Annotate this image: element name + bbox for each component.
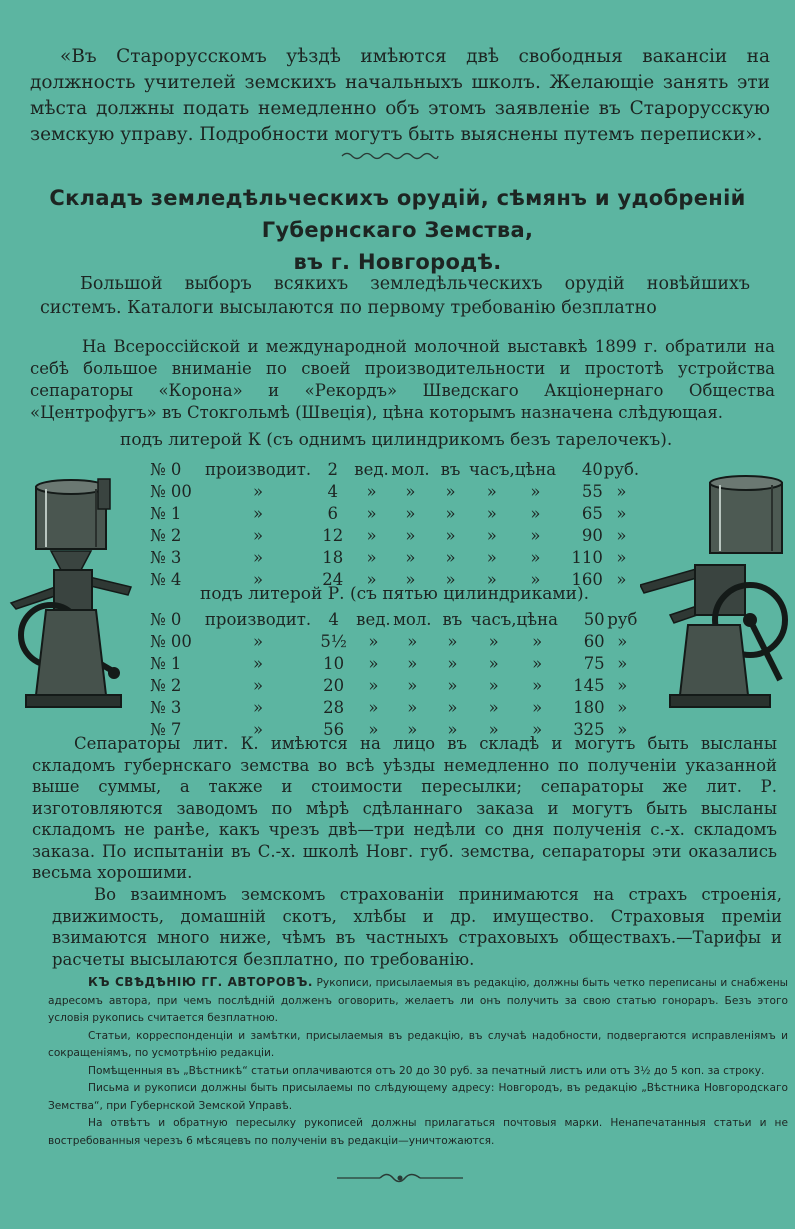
table-cell: »: [488, 719, 499, 739]
table-cell: цѣна: [514, 459, 557, 479]
table-cell: »: [532, 631, 543, 651]
table-cell: »: [532, 653, 543, 673]
table-cell: »: [530, 525, 541, 545]
table-cell: »: [616, 547, 627, 567]
table-cell: 90: [581, 525, 603, 545]
table-cell: въ: [440, 459, 461, 479]
table-cell: »: [253, 525, 264, 545]
table-cell: »: [253, 481, 264, 501]
table-cell: »: [445, 547, 456, 567]
table-cell: »: [530, 547, 541, 567]
table-cell: 2: [327, 459, 338, 479]
table-row: [150, 652, 640, 674]
table-row: [150, 524, 640, 546]
table-cell: 24: [322, 569, 344, 589]
notice-paragraph-3: Помѣщенныя въ „Вѣстникѣ“ статьи оплачиваются отъ 20 до 30 руб. за печатный листъ или отъ 3½ до 5 коп. за строку.: [88, 1064, 765, 1077]
table-row: [150, 546, 640, 568]
table-cell: »: [447, 631, 458, 651]
table-cell: »: [405, 569, 416, 589]
table-cell: »: [486, 569, 497, 589]
table-row: [150, 674, 640, 696]
table-cell: »: [532, 675, 543, 695]
table-cell: »: [488, 653, 499, 673]
catalog-paragraph: Большой выборъ всякихъ земледѣльческихъ орудій новѣйшихъ системъ. Каталоги высылаются по первому требованію безплатно: [40, 274, 750, 318]
wavy-divider-ornament: [340, 150, 440, 162]
table-cell: 10: [323, 653, 345, 673]
table-cell: »: [486, 525, 497, 545]
table-cell: »: [405, 481, 416, 501]
separator-machine-left-illustration: [6, 475, 156, 715]
table-cell: № 2: [150, 675, 182, 695]
end-ornament: [335, 1170, 465, 1186]
table-cell: мол.: [393, 609, 432, 629]
table-cell: руб.: [603, 459, 640, 479]
heading-line-2: въ г. Новгородѣ.: [293, 250, 502, 274]
table-cell: № 0: [150, 609, 182, 629]
table-cell: 18: [322, 547, 344, 567]
table-cell: »: [407, 719, 418, 739]
notice-paragraph-1: [48, 974, 788, 1028]
table-cell: »: [368, 675, 379, 695]
table-cell: »: [253, 569, 264, 589]
table-cell: 160: [571, 569, 603, 589]
table-cell: »: [368, 653, 379, 673]
authors-notice: [48, 974, 788, 1150]
table-cell: »: [252, 697, 264, 717]
separator-machine-right-illustration: [640, 475, 790, 715]
table-cell: 40: [581, 459, 603, 479]
table-cell: »: [252, 653, 264, 673]
table-cell: »: [407, 631, 418, 651]
table-cell: »: [617, 653, 628, 673]
table-row: [150, 458, 640, 480]
table-cell: »: [616, 503, 627, 523]
table-cell: »: [488, 697, 499, 717]
insurance-paragraph: Во взаимномъ земскомъ страхованіи принимаются на страхъ строенія, движимость, домашній скотъ, хлѣбы и др. имущество. Страховыя преміи взимаются много ниже, чѣмъ въ частныхъ страховыхъ обществахъ.—Тарифы и расчеты высылаются безплатно, по требованію.: [52, 885, 782, 969]
notice-text-1: Рукописи, присылаемыя въ редакцію, должны быть четко переписаны и снабжены адресомъ автора, при чемъ послѣдній долженъ оговорить, желаетъ ли онъ получить за свою статью гонораръ. Безъ этого условія рукопись считается безплатною.: [48, 977, 788, 1024]
table-cell: »: [617, 697, 628, 717]
table-cell: »: [445, 525, 456, 545]
warehouse-heading: [30, 182, 765, 278]
table-cell: »: [445, 481, 456, 501]
table-cell: 55: [581, 481, 603, 501]
separators-paragraph: Сепараторы лит. К. имѣются на лицо въ складѣ и могутъ быть высланы складомъ губернскаго земства во всѣ уѣзды немедленно по полученіи указанной выше суммы, а также и стоимости пересылки; сепараторы же лит. Р. изготовляются заводомъ по мѣрѣ сдѣланнаго заказа и могутъ быть высланы складомъ не ранѣе, какъ чрезъ двѣ—три недѣли со дня полученія с.-х. складомъ заказа. По испытаніи въ С.-х. школѣ Новг. губ. земства, сепараторы эти оказались весьма хорошими.: [32, 734, 777, 882]
table-cell: »: [405, 525, 416, 545]
table-cell: № 1: [150, 503, 182, 523]
table-cell: »: [407, 697, 418, 717]
section-r-title: подъ литерой Р. (съ пятью цилиндриками).: [200, 584, 589, 604]
table-cell: »: [488, 631, 499, 651]
table-cell: »: [445, 569, 456, 589]
table-cell: 28: [323, 697, 345, 717]
table-cell: »: [368, 697, 379, 717]
table-cell: цѣна: [516, 609, 558, 629]
table-cell: »: [407, 675, 418, 695]
table-cell: »: [617, 675, 628, 695]
table-cell: 65: [581, 503, 603, 523]
table-cell: 60: [583, 631, 605, 651]
notice-paragraph-5: На отвѣтъ и обратную пересылку рукописей должны прилагаться почтовыя марки. Ненапечатанныя статьи и не востребованныя черезъ 6 мѣсяцевъ по полученіи въ редакціи—уничтожаются.: [48, 1117, 788, 1147]
table-cell: »: [253, 503, 264, 523]
table-cell: 110: [571, 547, 603, 567]
table-cell: 12: [322, 525, 344, 545]
table-cell: »: [366, 481, 377, 501]
table-cell: 6: [327, 503, 338, 523]
section-k-title: подъ литерой К (съ однимъ цилиндрикомъ безъ тарелочекъ).: [120, 430, 673, 450]
vacancy-announcement: «Въ Старорусскомъ уѣздѣ имѣются двѣ свободныя вакансіи на должность учителей земскихъ начальныхъ школъ. Желающіе занять эти мѣста должны подать немедленно объ этомъ заявленіе въ Старорусскую земскую управу. Подробности могутъ быть выяснены путемъ переписки».: [30, 46, 770, 145]
table-cell: 4: [328, 609, 339, 629]
exhibition-paragraph: На Всероссійской и международной молочной выставкѣ 1899 г. обратили на себѣ большое вниманіе по своей производительности и простотѣ устройства сепараторы «Корона» и «Рекордъ» Шведскаго Акціонернаго Общества «Центрофугъ» въ Стокгольмѣ (Швеція), цѣна которымъ назначена слѣдующая.: [30, 337, 775, 422]
table-cell: »: [532, 719, 543, 739]
table-cell: »: [530, 569, 541, 589]
table-cell: »: [368, 719, 379, 739]
table-cell: »: [617, 719, 628, 739]
table-cell: № 00: [150, 481, 192, 501]
table-cell: 180: [573, 697, 605, 717]
table-cell: 145: [573, 675, 605, 695]
table-cell: № 2: [150, 525, 182, 545]
table-cell: »: [366, 569, 377, 589]
table-cell: »: [253, 547, 264, 567]
table-cell: »: [405, 547, 416, 567]
notice-paragraph-4: Письма и рукописи должны быть присылаемы по слѣдующему адресу: Новгородъ, въ редакцію „Вѣстника Новгородскаго Земства“, при Губернской Земской Управѣ.: [48, 1082, 788, 1112]
table-cell: »: [366, 547, 377, 567]
table-cell: № 1: [150, 653, 182, 673]
notice-lead: КЪ СВѢДѢНІЮ ГГ. АВТОРОВЪ.: [88, 975, 313, 989]
table-cell: руб: [607, 609, 638, 629]
table-cell: »: [486, 503, 497, 523]
table-cell: »: [252, 719, 264, 739]
table-cell: 325: [573, 719, 605, 739]
table-cell: »: [616, 569, 627, 589]
table-cell: »: [366, 525, 377, 545]
table-cell: вед.: [354, 459, 389, 479]
table-cell: часъ,: [470, 609, 517, 629]
table-cell: »: [447, 653, 458, 673]
table-cell: »: [532, 697, 543, 717]
table-cell: № 0: [150, 459, 182, 479]
table-cell: производит.: [204, 459, 312, 479]
table-cell: »: [447, 697, 458, 717]
table-row: [150, 480, 640, 502]
table-cell: »: [366, 503, 377, 523]
table-cell: № 4: [150, 569, 182, 589]
table-cell: »: [368, 631, 379, 651]
table-cell: 56: [323, 719, 345, 739]
table-cell: мол.: [391, 459, 430, 479]
table-cell: »: [405, 503, 416, 523]
table-cell: № 3: [150, 547, 182, 567]
table-cell: »: [530, 481, 541, 501]
table-cell: »: [486, 547, 497, 567]
table-cell: »: [252, 631, 264, 651]
table-cell: № 7: [150, 719, 182, 739]
table-cell: 20: [323, 675, 345, 695]
table-cell: вед.: [356, 609, 391, 629]
notice-paragraph-2: Статьи, корреспонденціи и замѣтки, присылаемыя въ редакцію, въ случаѣ надобности, подвергаются исправленіямъ и сокращеніямъ, по усмотрѣнію редакціи.: [48, 1029, 788, 1059]
table-cell: 5½: [320, 631, 347, 651]
table-cell: »: [407, 653, 418, 673]
table-cell: »: [488, 675, 499, 695]
table-cell: № 3: [150, 697, 182, 717]
table-cell: »: [617, 631, 628, 651]
table-cell: № 00: [150, 631, 192, 651]
price-table-r: [150, 608, 640, 740]
table-cell: »: [447, 675, 458, 695]
table-cell: 50: [583, 609, 605, 629]
table-row: [150, 608, 640, 630]
heading-line-1: Складъ земледѣльческихъ орудій, сѣмянъ и удобреній Губернскаго Земства,: [49, 186, 746, 242]
table-row: [150, 630, 640, 652]
table-row: [150, 502, 640, 524]
table-cell: »: [530, 503, 541, 523]
table-cell: »: [616, 481, 627, 501]
table-row: [150, 696, 640, 718]
price-table-k: [150, 458, 640, 590]
table-cell: »: [252, 675, 264, 695]
table-cell: »: [616, 525, 627, 545]
table-cell: въ: [442, 609, 463, 629]
table-cell: часъ,: [468, 459, 515, 479]
table-cell: »: [486, 481, 497, 501]
table-cell: 4: [327, 481, 338, 501]
table-cell: 75: [583, 653, 605, 673]
table-cell: »: [447, 719, 458, 739]
table-cell: »: [445, 503, 456, 523]
table-cell: производит.: [204, 609, 312, 629]
